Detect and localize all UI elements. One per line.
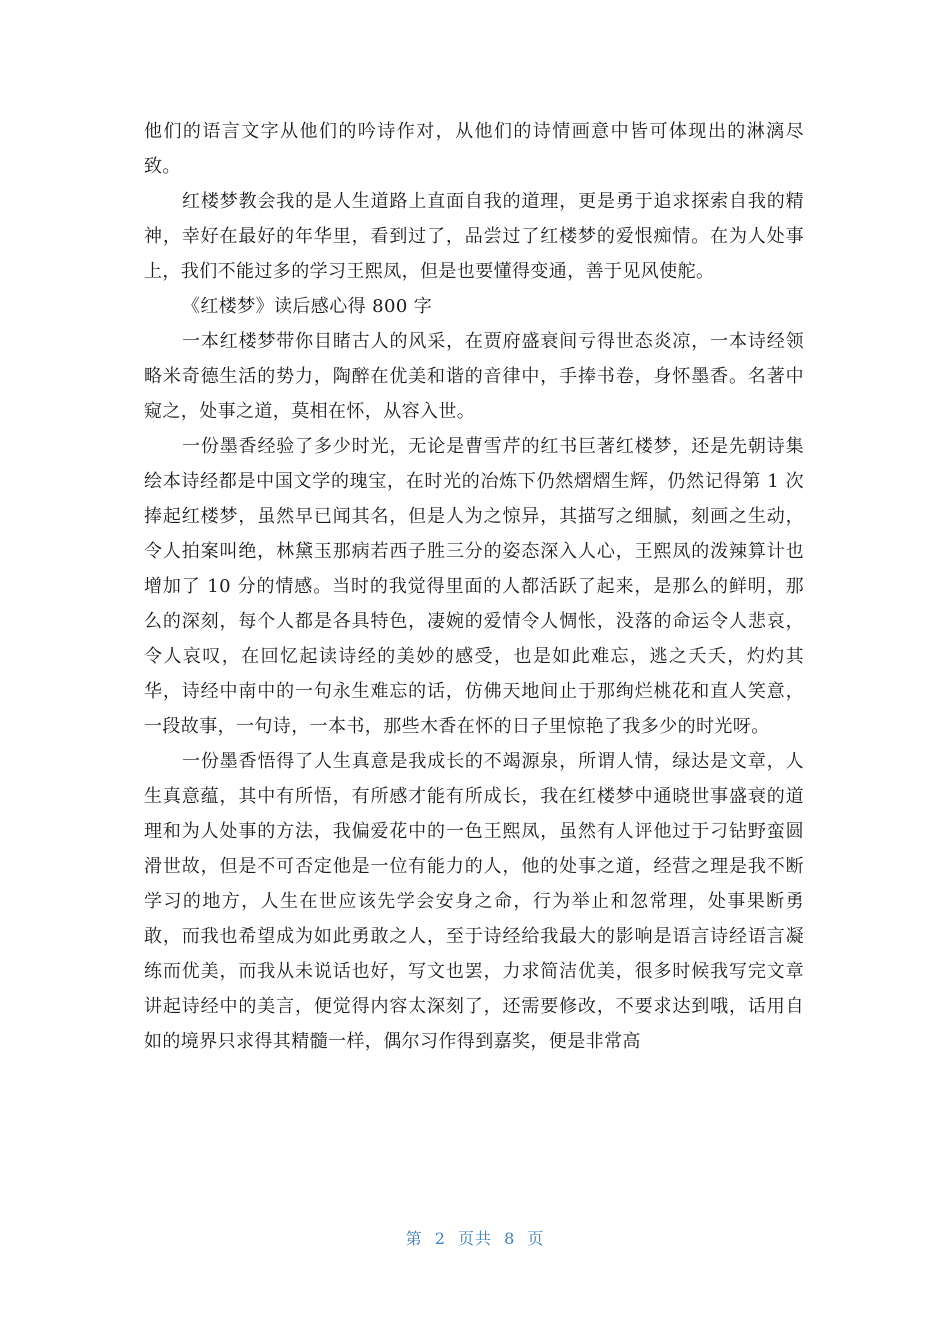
paragraph-ink-fragrance-meaning: 一份墨香悟得了人生真意是我成长的不竭源泉，所谓人情，绿达是文章，人生真意蕴，其中有所悟，有所感才能有所成长，我在红楼梦中通晓世事盛衰的道理和为人处事的方法，我偏爱花中的一色王熙凤，虽然有人评他过于刁钻野蛮圆滑世故，但是不可否定他是一位有能力的人，他的处事之道，经营之理是我不断学习的地方，人生在世应该先学会安身之命，行为举止和忽常理，处事果断勇敢，而我也希望成为如此勇敢之人，至于诗经给我最大的影响是语言诗经语言凝练而优美，而我从未说话也好，写文也罢，力求简洁优美，很多时候我写完文章讲起诗经中的美言，便觉得内容太深刻了，还需要修改，不要求达到哦，话用自如的境界只求得其精髓一样，偶尔习作得到嘉奖，便是非常高 <box>144 751 804 1052</box>
page-number-footer: 第 2 页共 8 页 <box>405 1229 545 1248</box>
section-heading: 《红楼梦》读后感心得 800 字 <box>182 296 433 317</box>
paragraph-intro: 一本红楼梦带你目睹古人的风采，在贾府盛衰间亏得世态炎凉，一本诗经领略米奇德生活的势力，陶醉在优美和谐的音律中，手捧书卷，身怀墨香。名著中窥之，处事之道，莫相在怀，从容入世。 <box>144 331 804 422</box>
paragraph-ink-fragrance-time: 一份墨香经验了多少时光，无论是曹雪芹的红书巨著红楼梦，还是先朝诗集绘本诗经都是中国文学的瑰宝，在时光的冶炼下仍然熠熠生辉，仍然记得第 1 次捧起红楼梦，虽然早已闻其名，但是人为之惊异，其描写之细腻，刻画之生动，令人拍案叫绝，林黛玉那病若西子胜三分的姿态深入人心，王熙凤的泼辣算计也增加了 10 分的情感。当时的我觉得里面的人都活跃了起来，是那么的鲜明，那么的深刻，每个人都是各具特色，凄婉的爱情令人惆怅，没落的命运令人悲哀，令人哀叹，在回忆起读诗经的美妙的感受，也是如此难忘，逃之夭夭，灼灼其华，诗经中南中的一句永生难忘的话，仿佛天地间止于那绚烂桃花和直人笑意，一段故事，一句诗，一本书，那些木香在怀的日子里惊艳了我多少的时光呀。 <box>144 436 804 737</box>
paragraph-lesson: 红楼梦教会我的是人生道路上直面自我的道理，更是勇于追求探索自我的精神，幸好在最好的年华里，看到过了，品尝过了红楼梦的爱恨痴情。在为人处事上，我们不能过多的学习王熙凤，但是也要懂得变通，善于见风使舵。 <box>144 191 804 282</box>
paragraph-continuation: 他们的语言文字从他们的吟诗作对，从他们的诗情画意中皆可体现出的淋漓尽致。 <box>144 121 804 177</box>
document-body <box>144 114 804 1059</box>
